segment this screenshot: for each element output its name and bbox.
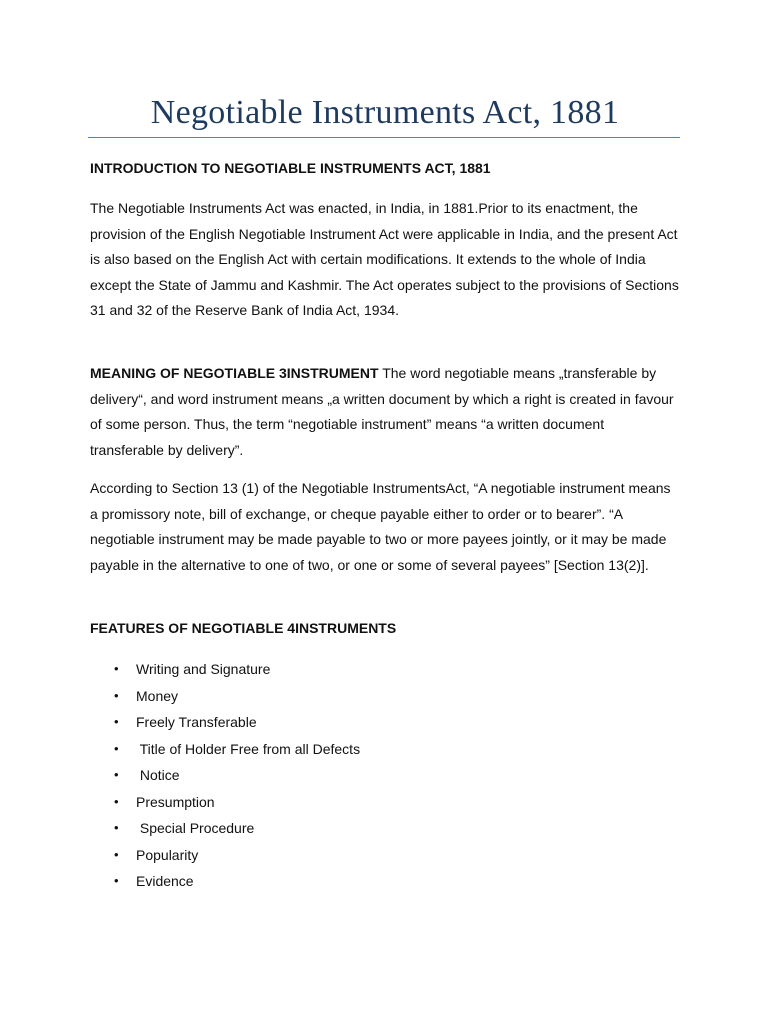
list-item-text: Writing and Signature: [136, 661, 271, 677]
bullet-icon: •: [114, 873, 119, 888]
title-underline: [88, 137, 680, 138]
bullet-icon: •: [114, 661, 119, 676]
bullet-icon: •: [114, 740, 119, 756]
list-item: [90, 815, 360, 842]
meaning-paragraph: [90, 361, 680, 463]
bullet-icon: •: [114, 714, 119, 729]
list-item-text: Popularity: [136, 846, 199, 863]
bullet-icon: •: [114, 767, 119, 782]
bullet-icon: •: [114, 793, 119, 809]
list-item: [90, 762, 360, 789]
list-item: [90, 709, 360, 736]
features-list: [90, 656, 360, 895]
list-item-text: Freely Transferable: [136, 714, 257, 730]
list-item-text: Title of Holder Free from all Defects: [136, 740, 361, 757]
features-heading: FEATURES OF NEGOTIABLE 4INSTRUMENTS: [90, 620, 397, 636]
list-item-text: Presumption: [136, 793, 215, 810]
meaning-heading: MEANING OF NEGOTIABLE 3INSTRUMENT: [90, 365, 379, 381]
list-item: [90, 842, 360, 869]
bullet-icon: •: [114, 687, 119, 703]
meaning-text: The word negotiable means „transferable by delivery“, and word instrument means „a written document by which a right is created in favour of some person. Thus, the term “negotiable instrument” means “a written document transferable by delivery”.: [90, 365, 674, 458]
list-item: [90, 868, 360, 895]
section-13-paragraph: According to Section 13 (1) of the Negotiable InstrumentsAct, “A negotiable instrument means a promissory note, bill of exchange, or cheque payable either to order or to bearer”. “A negotiable instrument may be made payable to two or more payees jointly, or it may be made payable in the alternative to one of two, or one or some of several payees” [Section 13(2)].: [90, 480, 671, 573]
list-item-text: Special Procedure: [136, 820, 255, 836]
list-item-text: Evidence: [136, 873, 194, 889]
bullet-icon: •: [114, 846, 119, 862]
intro-paragraph: The Negotiable Instruments Act was enacted, in India, in 1881.Prior to its enactment, the provision of the English Negotiable Instrument Act were applicable in India, and the present Act is also based on the English Act with certain modifications. It extends to the whole of India except the State of Jammu and Kashmir. The Act operates subject to the provisions of Sections 31 and 32 of the Reserve Bank of India Act, 1934.: [90, 200, 679, 319]
list-item: [90, 736, 360, 763]
intro-heading: INTRODUCTION TO NEGOTIABLE INSTRUMENTS ACT, 1881: [90, 160, 491, 176]
list-item: [90, 789, 360, 816]
list-item: [90, 656, 360, 683]
bullet-icon: •: [114, 820, 119, 835]
document-title: Negotiable Instruments Act, 1881: [150, 94, 620, 131]
list-item-text: Notice: [136, 767, 180, 783]
list-item-text: Money: [136, 687, 179, 704]
list-item: [90, 683, 360, 710]
